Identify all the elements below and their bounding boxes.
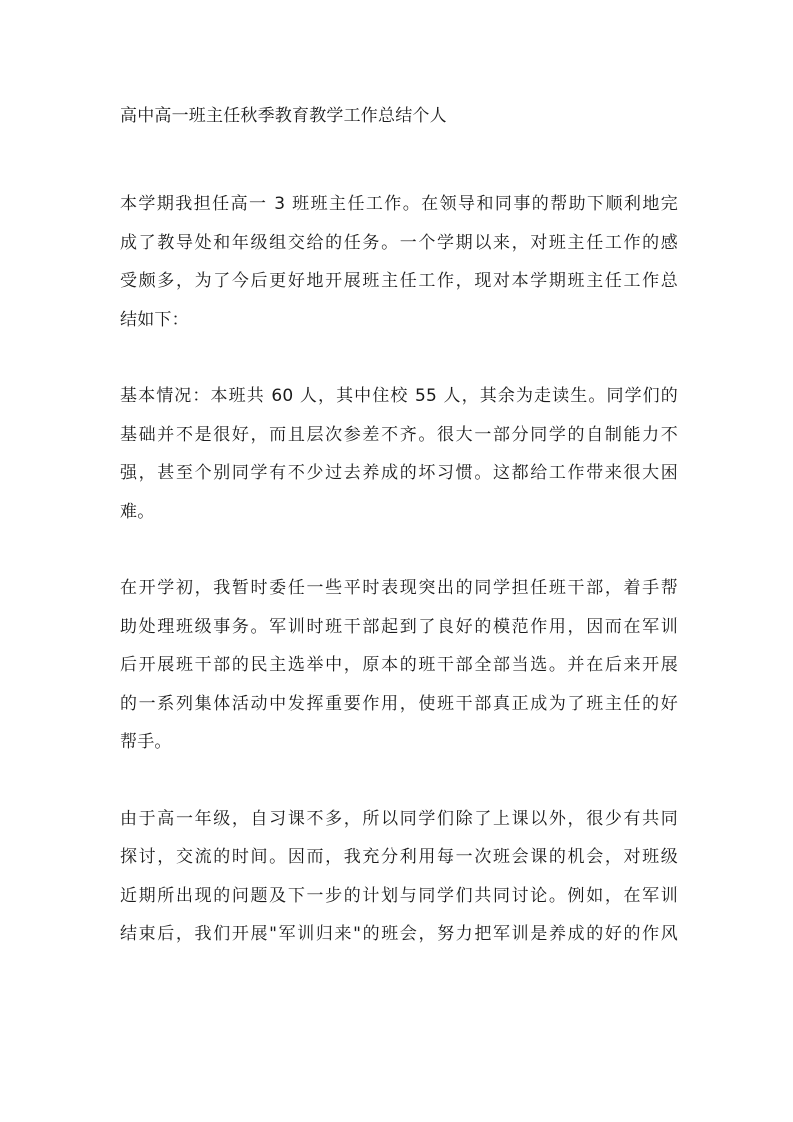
text-line: 后开展班干部的民主选举中，原本的班干部全部当选。并在后来开展 xyxy=(120,655,678,675)
text-line: 在开学初，我暂时委任一些平时表现突出的同学担任班干部，着手帮 xyxy=(120,578,678,598)
paragraph-class-meetings xyxy=(120,800,678,954)
text-line: 近期所出现的问题及下一步的计划与同学们共同讨论。例如，在军训 xyxy=(120,885,678,906)
text-line: 帮手。 xyxy=(120,732,172,752)
text-line: 助处理班级事务。军训时班干部起到了良好的模范作用，因而在军训 xyxy=(120,616,678,637)
text-line: 探讨，交流的时间。因而，我充分利用每一次班会课的机会，对班级 xyxy=(120,847,678,867)
text-line: 受颇多，为了今后更好地开展班主任工作，现对本学期班主任工作总 xyxy=(120,271,678,291)
document-title: 高中高一班主任秋季教育教学工作总结个人 xyxy=(120,106,447,126)
paragraph-intro xyxy=(120,185,678,339)
text-line: 基础并不是很好，而且层次参差不齐。很大一部分同学的自制能力不 xyxy=(120,424,678,445)
text-line: 本学期我担任高一 3 班班主任工作。在领导和同事的帮助下顺利地完 xyxy=(120,194,678,214)
document-body xyxy=(120,102,678,992)
text-line: 基本情况：本班共 60 人，其中住校 55 人，其余为走读生。同学们的 xyxy=(120,386,678,406)
text-line: 强，甚至个别同学有不少过去养成的坏习惯。这都给工作带来很大困 xyxy=(120,463,678,483)
text-line: 结如下： xyxy=(120,309,189,330)
paragraph-basic-situation xyxy=(120,377,678,531)
text-line: 由于高一年级，自习课不多，所以同学们除了上课以外，很少有共同 xyxy=(120,808,678,829)
text-line: 成了教导处和年级组交给的任务。一个学期以来，对班主任工作的感 xyxy=(120,232,678,253)
text-line: 结束后，我们开展"军训归来"的班会，努力把军训是养成的好的作风 xyxy=(120,924,678,944)
text-line: 难。 xyxy=(120,501,155,522)
paragraph-class-cadres xyxy=(120,569,678,762)
text-line: 的一系列集体活动中发挥重要作用，使班干部真正成为了班主任的好 xyxy=(120,693,678,714)
